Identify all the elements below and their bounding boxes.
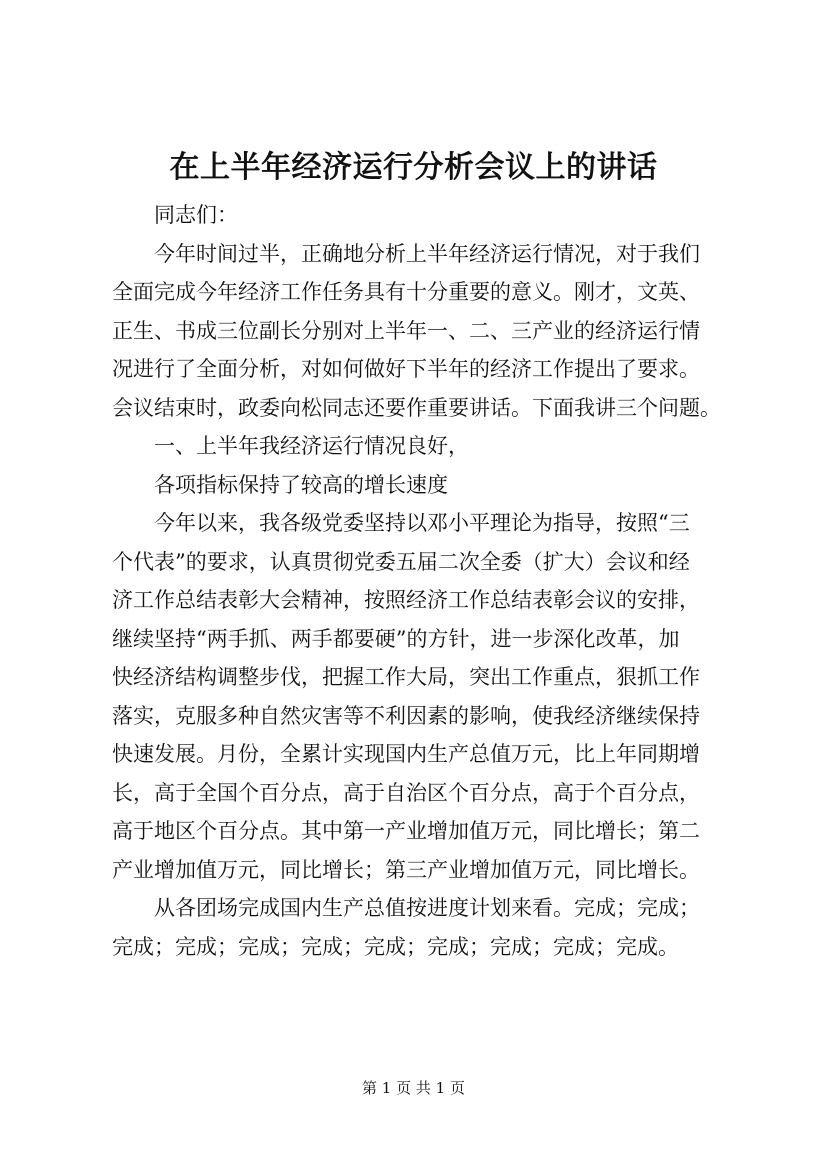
document-body: [112, 196, 742, 966]
paragraph-line: 今年以来，我各级党委坚持以邓小平理论为指导，按照“三: [154, 511, 690, 535]
section-heading: 各项指标保持了较高的增长速度: [154, 472, 448, 497]
paragraph-line: 况进行了全面分析，对如何做好下半年的经济工作提出了要求。: [112, 357, 700, 381]
section-heading: 一、上半年我经济运行情况良好，: [154, 434, 469, 458]
paragraph-line: 快速发展。月份，全累计实现国内生产总值万元，比上年同期增: [112, 742, 700, 766]
page-footer: 第 1 页 共 1 页: [362, 1079, 465, 1097]
salutation: 同志们：: [154, 203, 238, 227]
paragraph-line: 今年时间过半，正确地分析上半年经济运行情况，对于我们: [154, 241, 700, 266]
paragraph-line: 从各团场完成国内生产总值按进度计划来看。完成；完成；: [154, 896, 700, 920]
document-title: 在上半年经济运行分析会议上的讲话: [169, 150, 658, 185]
paragraph-line: 正生、书成三位副长分别对上半年一、二、三产业的经济运行情: [112, 318, 700, 343]
paragraph-line: 高于地区个百分点。其中第一产业增加值万元，同比增长；第二: [112, 819, 700, 843]
paragraph-line: 长，高于全国个百分点，高于自治区个百分点，高于个百分点，: [112, 780, 700, 805]
paragraph-line: 个代表”的要求，认真贯彻党委五届二次全委（扩大）会议和经: [112, 549, 690, 574]
paragraph-line: 继续坚持“两手抓、两手都要硬”的方针，进一步深化改革，加: [112, 626, 680, 651]
paragraph-line: 会议结束时，政委向松同志还要作重要讲话。下面我讲三个问题。: [112, 395, 721, 420]
paragraph-line: 快经济结构调整步伐，把握工作大局，突出工作重点，狠抓工作: [112, 665, 700, 689]
paragraph-line: 落实，克服多种自然灾害等不利因素的影响，使我经济继续保持: [112, 703, 700, 728]
paragraph-line: 济工作总结表彰大会精神，按照经济工作总结表彰会议的安排，: [112, 588, 700, 612]
paragraph-line: 产业增加值万元，同比增长；第三产业增加值万元，同比增长。: [112, 857, 700, 882]
paragraph-line: 全面完成今年经济工作任务具有十分重要的意义。刚才，文英、: [112, 280, 700, 304]
paragraph-line: 完成；完成；完成；完成；完成；完成；完成；完成；完成。: [112, 934, 679, 959]
